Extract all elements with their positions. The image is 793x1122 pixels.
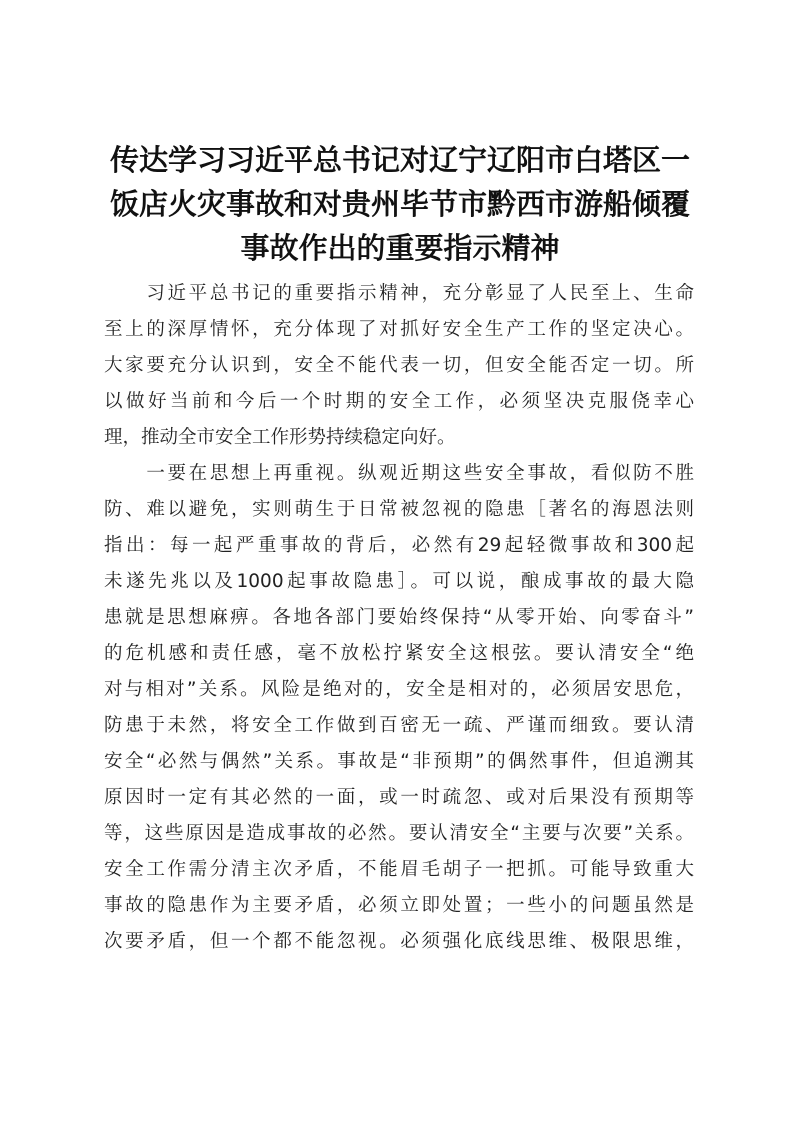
title-line: 饭店火灾事故和对贵州毕节市黔西市游船倾覆 xyxy=(109,187,690,221)
text-line: 理，推动全市安全工作形势持续稳定向好。 xyxy=(104,427,456,448)
title-line: 传达学习习近平总书记对辽宁辽阳市白塔区一 xyxy=(109,143,690,177)
text-line: 患就是思想麻痹。各地各部门要始终保持“从零开始、向零奋斗” xyxy=(104,607,694,628)
paragraph-2 xyxy=(104,456,694,960)
title-line: 事故作出的重要指示精神 xyxy=(240,231,560,265)
text-line: 事故的隐患作为主要矛盾，必须立即处置；一些小的问题虽然是 xyxy=(104,895,694,916)
paragraph-1 xyxy=(104,276,694,456)
text-line: 大家要充分认识到，安全不能代表一切，但安全能否定一切。所 xyxy=(104,355,694,376)
document-title xyxy=(100,138,700,270)
text-line: 一要在思想上再重视。纵观近期这些安全事故，看似防不胜 xyxy=(104,463,694,484)
text-line: 未遂先兆以及1000起事故隐患］。可以说，酿成事故的最大隐 xyxy=(104,571,694,592)
text-line: 以做好当前和今后一个时期的安全工作，必须坚决克服侥幸心 xyxy=(104,391,694,412)
text-line: 安全“必然与偶然”关系。事故是“非预期”的偶然事件，但追溯其 xyxy=(104,751,694,772)
text-line: 安全工作需分清主次矛盾，不能眉毛胡子一把抓。可能导致重大 xyxy=(104,859,694,880)
text-line: 对与相对”关系。风险是绝对的，安全是相对的，必须居安思危， xyxy=(104,679,694,700)
text-line: 次要矛盾，但一个都不能忽视。必须强化底线思维、极限思维， xyxy=(104,931,694,952)
text-line: 的危机感和责任感，毫不放松拧紧安全这根弦。要认清安全“绝 xyxy=(104,643,694,664)
text-line: 防、难以避免，实则萌生于日常被忽视的隐患［著名的海恩法则 xyxy=(104,499,694,520)
document-body xyxy=(104,276,694,960)
text-line: 至上的深厚情怀，充分体现了对抓好安全生产工作的坚定决心。 xyxy=(104,319,694,340)
text-line: 防患于未然，将安全工作做到百密无一疏、严谨而细致。要认清 xyxy=(104,715,694,736)
text-line: 等，这些原因是造成事故的必然。要认清安全“主要与次要”关系。 xyxy=(104,823,694,844)
text-line: 原因时一定有其必然的一面，或一时疏忽、或对后果没有预期等 xyxy=(104,787,694,808)
text-line: 习近平总书记的重要指示精神，充分彰显了人民至上、生命 xyxy=(104,283,694,304)
text-line: 指出：每一起严重事故的背后，必然有29起轻微事故和300起 xyxy=(104,535,694,556)
